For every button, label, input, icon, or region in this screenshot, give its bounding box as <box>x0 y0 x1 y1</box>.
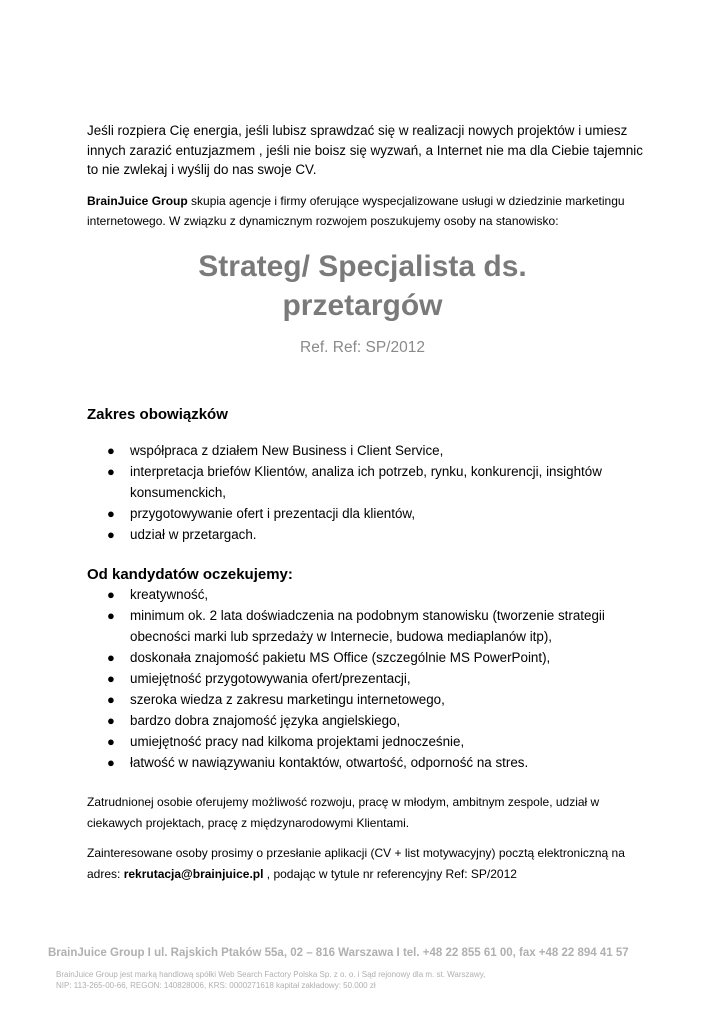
footer-legal-line-2: NIP: 113-265-00-66, REGON: 140828006, KRS: 0000271618 kapitał zakładowy: 50.000 zł <box>56 981 376 990</box>
job-reference: Ref. Ref: SP/2012 <box>300 339 425 356</box>
responsibilities-heading: Zakres obowiązków <box>87 406 228 423</box>
requirements-list <box>87 584 647 773</box>
bullet-icon: ● <box>107 713 115 728</box>
list-item: ● umiejętność pracy nad kilkoma projektami jednocześnie, <box>87 731 647 752</box>
bullet-icon: ● <box>107 506 115 521</box>
company-paragraph <box>87 191 647 231</box>
offer-paragraph: Zatrudnionej osobie oferujemy możliwość rozwoju, pracę w młodym, ambitnym zespole, udział w ciekawych projektach, pracę z międzynarodowymi Klientami. <box>87 795 600 830</box>
list-item: ● współpraca z działem New Business i Client Service, <box>87 440 647 461</box>
apply-text: Zainteresowane osoby prosimy o przesłanie aplikacji (CV + list motywacyjny) pocztą elektroniczną na adres: <box>87 846 625 881</box>
bullet-icon: ● <box>107 692 115 707</box>
bullet-icon: ● <box>107 527 115 542</box>
list-item: ● interpretacja briefów Klientów, analiza ich potrzeb, rynku, konkurencji, insightów konsumenckich, <box>87 461 647 503</box>
list-item: ● umiejętność przygotowywania ofert/prezentacji, <box>87 668 647 689</box>
footer-legal <box>56 969 676 991</box>
job-title-line-2: przetargów <box>282 289 443 322</box>
footer-legal-line-1: BrainJuice Group jest marką handlową spółki Web Search Factory Polska Sp. z o. o. i Sąd rejonowy dla m. st. Warszawy, <box>56 970 486 979</box>
intro-paragraph: Jeśli rozpiera Cię energia, jeśli lubisz sprawdzać się w realizacji nowych projektów i umiesz innych zarazić entuzjazmem , jeśli nie boisz się wyzwań, a Internet nie ma dla Ciebie tajemnic to nie zwlekaj i wyślij do nas swoje CV. <box>87 123 643 177</box>
list-item: ● przygotowywanie ofert i prezentacji dla klientów, <box>87 503 647 524</box>
list-item: ● szeroka wiedza z zakresu marketingu internetowego, <box>87 689 647 710</box>
job-title <box>80 247 645 325</box>
bullet-icon: ● <box>107 734 115 749</box>
list-item: ● bardzo dobra znajomość języka angielskiego, <box>87 710 647 731</box>
list-item: ● kreatywność, <box>87 584 647 605</box>
apply-text-after: , podając w tytule nr referencyjny Ref: SP/2012 <box>263 867 517 881</box>
list-item: ● udział w przetargach. <box>87 524 647 545</box>
company-name: BrainJuice Group <box>87 194 188 208</box>
bullet-icon: ● <box>107 650 115 665</box>
apply-paragraph <box>87 843 647 885</box>
bullet-icon: ● <box>107 755 115 770</box>
job-title-line-1: Strateg/ Specjalista ds. <box>198 250 527 283</box>
bullet-icon: ● <box>107 464 115 479</box>
list-item: ● łatwość w nawiązywaniu kontaktów, otwartość, odporność na stres. <box>87 752 647 773</box>
bullet-icon: ● <box>107 587 115 602</box>
company-description: skupia agencje i firmy oferujące wyspecjalizowane usługi w dziedzinie marketingu internetowego. W związku z dynamicznym rozwojem poszukujemy osoby na stanowisko: <box>87 194 625 228</box>
bullet-icon: ● <box>107 608 115 623</box>
footer-contact: BrainJuice Group I ul. Rajskich Ptaków 55a, 02 – 816 Warszawa I tel. +48 22 855 61 00, fax +48 22 894 41 57 <box>48 947 629 959</box>
bullet-icon: ● <box>107 443 115 458</box>
responsibilities-list <box>87 440 647 545</box>
list-item: ● doskonała znajomość pakietu MS Office (szczególnie MS PowerPoint), <box>87 647 647 668</box>
bullet-icon: ● <box>107 671 115 686</box>
list-item: ● minimum ok. 2 lata doświadczenia na podobnym stanowisku (tworzenie strategii obecności marki lub sprzedaży w Internecie, budowa mediaplanów itp), <box>87 605 647 647</box>
requirements-heading: Od kandydatów oczekujemy: <box>87 566 293 583</box>
apply-email-link[interactable]: rekrutacja@brainjuice.pl <box>123 867 264 881</box>
